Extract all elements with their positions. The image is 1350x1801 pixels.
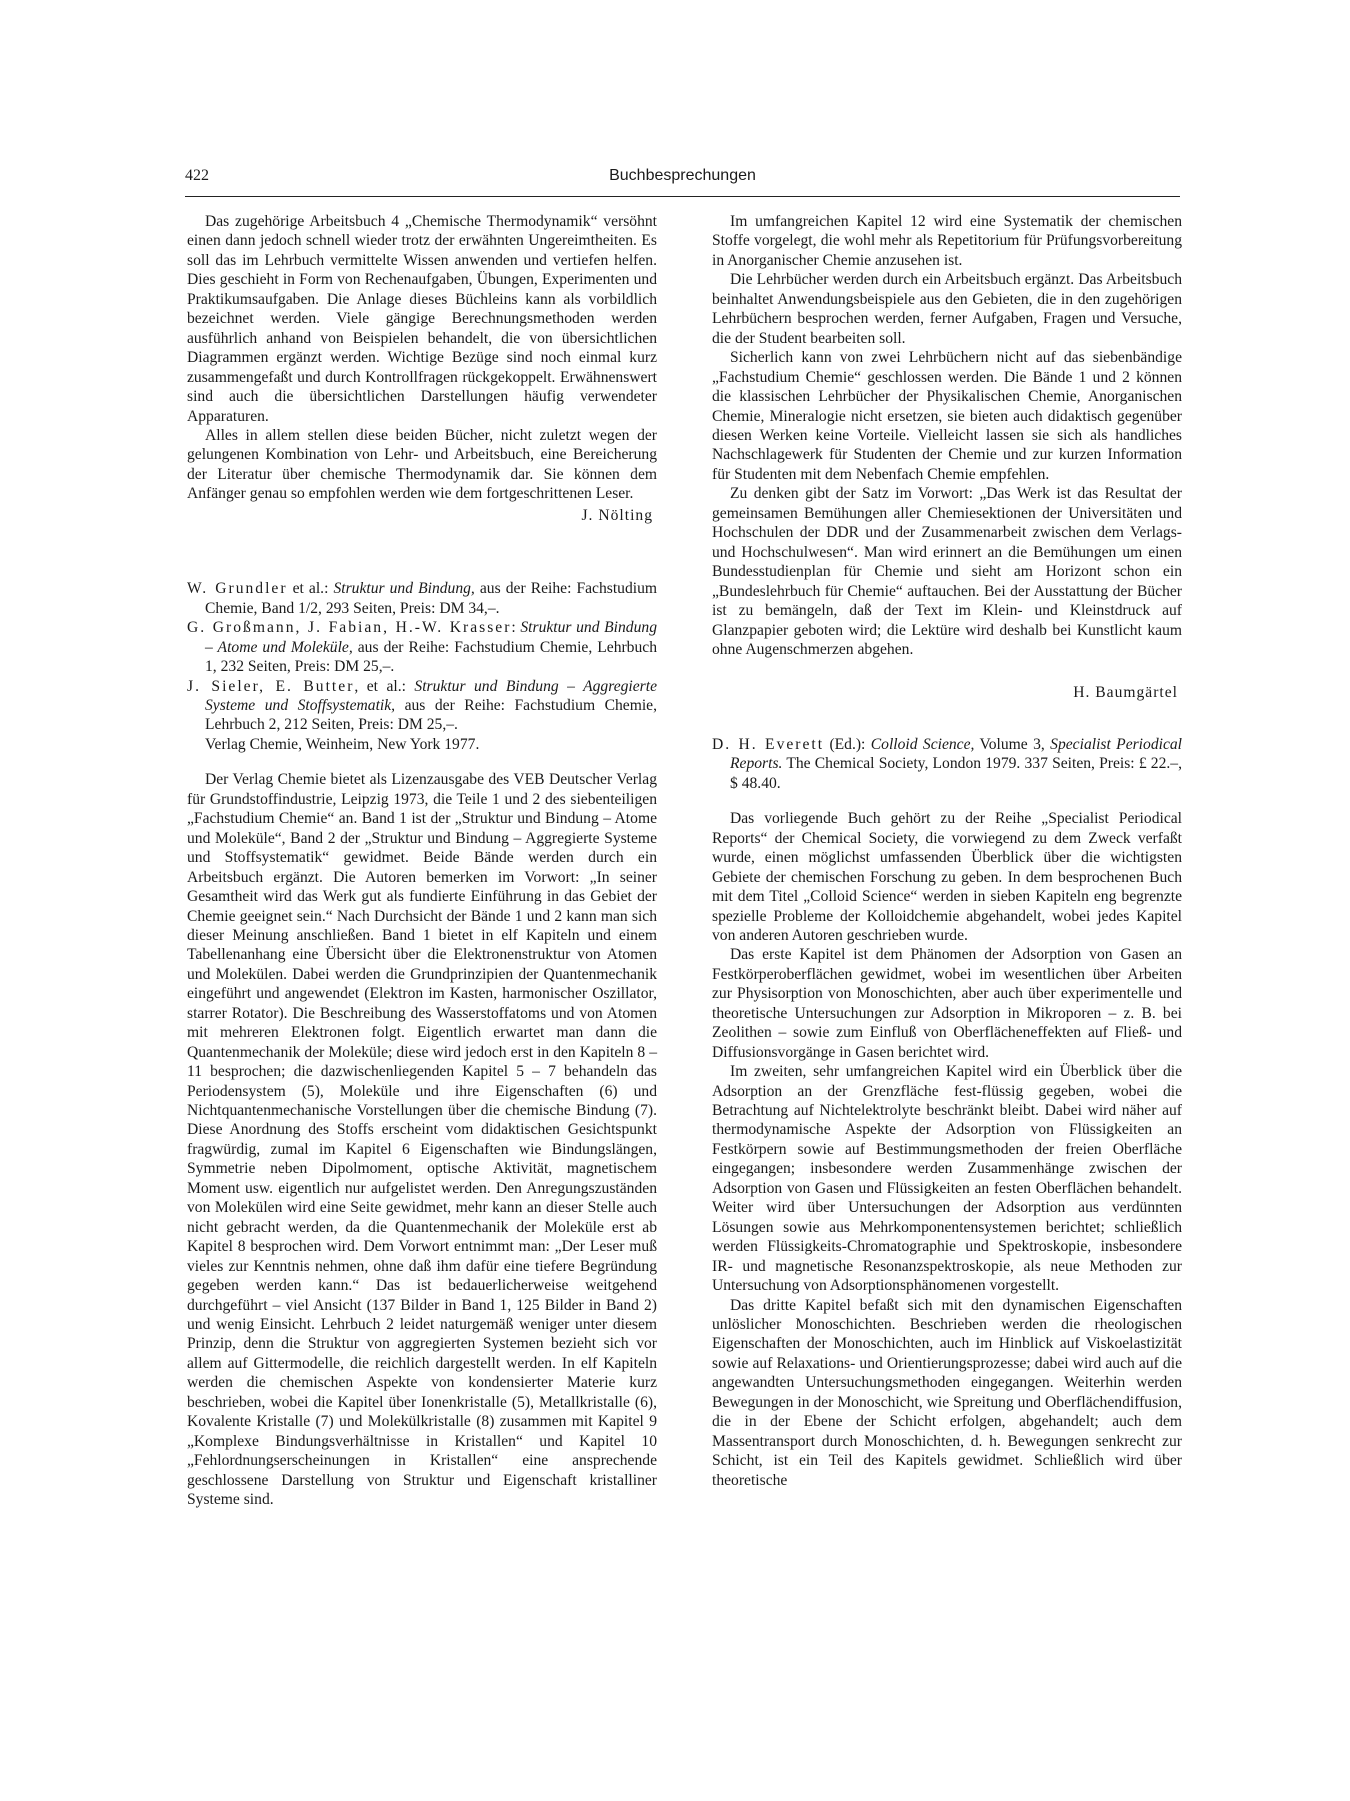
- biblio-title: Struktur und Bindung,: [333, 580, 475, 598]
- review2-paragraph: Der Verlag Chemie bietet als Lizenzausgabe des VEB Deutscher Verlag für Grundstoffindustrie, Leipzig 1973, die Teile 1 und 2 des siebenteiligen „Fachstudium Chemie“ an. Band 1 ist der „Struktur und Bindung – Atome und Moleküle“, Band 2 der „Struktur und Bindung – Aggregierte Systeme und Stoffsystematik“ gewidmet. Beide Bände werden durch ein Arbeitsbuch ergänzt. Die Autoren bemerken im Vorwort: „In seiner Gesamtheit wird das Werk gut als fundierte Einführung in das Gebiet der Chemie geeignet sein.“ Nach Durchsicht der Bände 1 und 2 kann man sich dieser Meinung anschließen. Band 1 bietet in elf Kapiteln und einem Tabellenanhang eine Übersicht über die Elektronenstruktur von Atomen und Molekülen. Dabei werden die Grundprinzipien der Quantenmechanik eingeführt und angewendet (Elektron im Kasten, harmonischer Oszillator, starrer Rotator). Die Beschreibung des Wasserstoffatoms und von Atomen mit mehreren Elektronen folgt. Eigentlich erwartet man dann die Quantenmechanik der Moleküle; diese wird jedoch erst in den Kapiteln 8 – 11 besprochen; die dazwischenliegenden Kapitel 5 – 7 behandeln das Periodensystem (5), Moleküle und ihre Eigenschaften (6) und Nichtquantenmechanische Vorstellungen über die chemische Bindung (7). Diese Anordnung des Stoffs erscheint vom didaktischen Gesichtspunkt fragwürdig, zumal im Kapitel 6 Eigenschaften wie Bindungslängen, Symmetrie neben Dipolmoment, optische Aktivität, magnetischem Moment usw. eigentlich nur aufgelistet werden. Den Anregungszuständen von Molekülen wird eine Seite gewidmet, mehr kann an dieser Stelle auch nicht gebracht werden, da die Quantenmechanik der Moleküle erst ab Kapitel 8 besprochen wird. Dem Vorwort entnimmt man: „Der Leser muß vieles zur Kenntnis nehmen, ohne daß ihm dafür eine tiefere Begründung gegeben werden kann.“ Das ist bedauerlicherweise weitgehend durchgeführt – viel Ansicht (137 Bilder in Band 1, 125 Bilder in Band 2) und wenig Einsicht. Lehrbuch 2 leidet naturgemäß weniger unter diesem Prinzip, denn die Struktur von aggregierten Systemen bezieht sich vor allem auf Gittermodelle, die reichlich dargestellt werden. In elf Kapiteln werden die chemischen Aspekte von kondensierter Materie kurz beschrieben, wobei die Kapitel über Ionenkristalle (5), Metallkristalle (6), Kovalente Kristalle (7) und Molekülkristalle (8) zusammen mit Kapitel 9 „Komplexe Bindungsverhältnisse in Kristallen“ und Kapitel 10 „Fehlordnungserscheinungen in Kristallen“ eine ansprechende geschlossene Darstellung von Struktur und Eigenschaft kristalliner Systeme sind.: [187, 771, 657, 1509]
- review1-signature: J. Nölting: [581, 506, 653, 524]
- biblio-authors: G. Großmann, J. Fabian, H.-W. Krasser: [187, 619, 512, 637]
- review2-paragraph: Die Lehrbücher werden durch ein Arbeitsbuch ergänzt. Das Arbeitsbuch beinhaltet Anwendungsbeispiele aus den Gebieten, die in den zugehörigen Lehrbüchern besprochen werden, ferner Aufgaben, Fragen und Versuche, die der Student bearbeiten soll.: [712, 271, 1182, 347]
- biblio-authors: W. Grundler: [187, 580, 288, 598]
- right-column: [712, 212, 1182, 1490]
- biblio-entry: G. Großmann, J. Fabian, H.-W. Krasser: Struktur und Bindung – Atome und Moleküle, aus der Reihe: Fachstudium Chemie, Lehrbuch 1, 232 Seiten, Preis: DM 25,–.: [187, 619, 657, 676]
- biblio-entry: J. Sieler, E. Butter, et al.: Struktur und Bindung – Aggregierte Systeme und Stoffsystematik, aus der Reihe: Fachstudium Chemie, Lehrbuch 2, 212 Seiten, Preis: DM 25,–.: [187, 677, 657, 734]
- left-column: [187, 212, 657, 1510]
- review3-paragraph: Das dritte Kapitel befaßt sich mit den dynamischen Eigenschaften unlöslicher Monoschichten. Beschrieben werden die rheologischen Eigenschaften der Monoschichten, auch im Hinblick auf Viskoelastizität sowie auf Relaxations- und Orientierungsprozesse; dabei wird auch auf die angewandten Untersuchungsmethoden eingegangen. Weiterhin werden Bewegungen in der Monoschicht, wie Spreitung und Oberflächendiffusion, die in der Ebene der Schicht erfolgen, abgehandelt; auch dem Massentransport durch Monoschichten, d. h. Bewegungen senkrecht zur Schicht, ist ein Teil des Kapitels gewidmet. Schließlich wird über theoretische: [712, 1296, 1182, 1489]
- review3-paragraph: Das vorliegende Buch gehört zu der Reihe „Specialist Periodical Reports“ der Chemical Society, die vorwiegend zu dem Zweck verfaßt wurde, einen möglichst umfassenden Überblick über die wichtigsten Gebiete der chemischen Forschung zu geben. In dem besprochenen Buch mit dem Titel „Colloid Science“ werden in sieben Kapiteln eng begrenzte spezielle Probleme der Kolloidchemie abgehandelt, wobei jedes Kapitel von anderen Autoren geschrieben wurde.: [712, 810, 1182, 944]
- biblio-title: Struktur und Bindung – Atome und Moleküle,: [205, 619, 657, 656]
- biblio-authors: J. Sieler, E. Butter: [187, 677, 355, 695]
- biblio-series: Specialist Periodical Reports.: [730, 735, 1182, 773]
- review3-paragraph: Im zweiten, sehr umfangreichen Kapitel wird ein Überblick über die Adsorption an der Grenzfläche fest-flüssig gegeben, wobei die Betrachtung auf Nichtelektrolyte beschränkt bleibt. Dabei wird näher auf thermodynamische Aspekte der Adsorption von Flüssigkeiten an Festkörpern sowie auf Bestimmungsmethoden der freien Oberfläche eingegangen; insbesondere werden Zusammenhänge zwischen der Adsorption von Gasen und Flüssigkeiten an festen Oberflächen behandelt. Weiter wird über Untersuchungen der Adsorption aus verdünnten Lösungen sowie aus Mehrkomponentensystemen berichtet; schließlich werden Flüssigkeits-Chromatographie und Spektroskopie, insbesondere IR- und magnetische Resonanzspektroskopie, als neue Methoden zur Untersuchung von Adsorptionsphänomenen vorgestellt.: [712, 1063, 1182, 1295]
- review1-paragraph: Alles in allem stellen diese beiden Bücher, nicht zuletzt wegen der gelungenen Kombination von Lehr- und Arbeitsbuch, eine Bereicherung der Literatur über chemische Thermodynamik dar. Sie können dem Anfänger genau so empfohlen werden wie dem fortgeschrittenen Leser.: [187, 426, 657, 503]
- biblio-title: Colloid Science,: [870, 735, 975, 753]
- review2-paragraph: Sicherlich kann von zwei Lehrbüchern nicht auf das siebenbändige „Fachstudium Chemie“ geschlossen werden. Die Bände 1 und 2 können die klassischen Lehrbücher der Physikalischen Chemie, Anorganischen Chemie, Mineralogie nicht ersetzen, sie bieten auch didaktisch gegenüber diesen Werken keine Vorteile. Vielleicht lassen sie sich als handliches Nachschlagewerk für Studenten der Chemie und zur kurzen Information für Studenten mit dem Nebenfach Chemie empfehlen.: [712, 349, 1182, 483]
- review3-bibliography: [712, 735, 1182, 793]
- page-header: [185, 166, 1180, 197]
- biblio-entry: D. H. Everett (Ed.): Colloid Science, Volume 3, Specialist Periodical Reports. The Chemical Society, London 1979. 337 Seiten, Preis: £ 22.–, $ 48.40.: [712, 735, 1182, 792]
- review2-bibliography: [187, 579, 657, 754]
- review3-paragraph: Das erste Kapitel ist dem Phänomen der Adsorption von Gasen an Festkörperoberflächen gewidmet, wobei im wesentlichen über Arbeiten zur Physisorption von Monoschichten, aber auch über experimentelle und theoretische Untersuchungen zur Adsorption in Mikroporen – z. B. bei Zeolithen – sowie zum Einfluß von Oberflächeneffekten auf Fließ- und Diffusionsvorgänge in Gasen berichtet wird.: [712, 946, 1182, 1061]
- review2-paragraph: Im umfangreichen Kapitel 12 wird eine Systematik der chemischen Stoffe vorgelegt, die wohl mehr als Repetitorium für Prüfungsvorbereitung in Anorganischer Chemie anzusehen ist.: [712, 213, 1182, 269]
- biblio-publisher: Verlag Chemie, Weinheim, New York 1977.: [205, 735, 480, 753]
- biblio-entry: W. Grundler et al.: Struktur und Bindung, aus der Reihe: Fachstudium Chemie, Band 1/2, 293 Seiten, Preis: DM 34,–.: [187, 580, 658, 617]
- review1-paragraph: Das zugehörige Arbeitsbuch 4 „Chemische Thermodynamik“ versöhnt einen dann jedoch schnell wieder trotz der erwähnten Ungereimtheiten. Es soll das im Lehrbuch vermittelte Wissen anwenden und vertiefen helfen. Dies geschieht in Form von Rechenaufgaben, Übungen, Experimenten und Praktikumsaufgaben. Die Anlage dieses Büchleins kann als vorbildlich bezeichnet werden. Viele gängige Berechnungsmethoden werden ausführlich anhand von Beispielen behandelt, die von übersichtlichen Diagrammen ergänzt werden. Wichtige Bezüge sind noch einmal kurz zusammengefaßt und durch Kontrollfragen rückgekoppelt. Erwähnenswert sind auch die übersichtlichen Darstellungen häufig verwendeter Apparaturen.: [187, 213, 657, 425]
- review2-signature: H. Baumgärtel: [1073, 684, 1178, 702]
- page-number: 422: [185, 167, 209, 184]
- biblio-title: Struktur und Bindung – Aggregierte Systeme und Stoffsystematik,: [205, 677, 657, 714]
- review2-paragraph: Zu denken gibt der Satz im Vorwort: „Das Werk ist das Resultat der gemeinsamen Bemühungen aller Chemiesektionen der Universitäten und Hochschulen der DDR und der Zusammenarbeit zwischen dem Verlags- und Hochschulwesen“. Man wird erinnert an die Bemühungen um einen Bundesstudienplan für Chemie und sieht am Horizont schon ein „Bundeslehrbuch für Chemie“ auftauchen. Bei der Ausstattung der Bücher ist zu bemängeln, daß der Text im Klein- und Kleinstdruck auf Glanzpapier geboten wird; die Lektüre wird deshalb bei Kunstlicht kaum ohne Augenschmerzen abgehen.: [712, 485, 1182, 658]
- running-head: Buchbesprechungen: [609, 167, 756, 184]
- biblio-authors: D. H. Everett: [712, 735, 825, 753]
